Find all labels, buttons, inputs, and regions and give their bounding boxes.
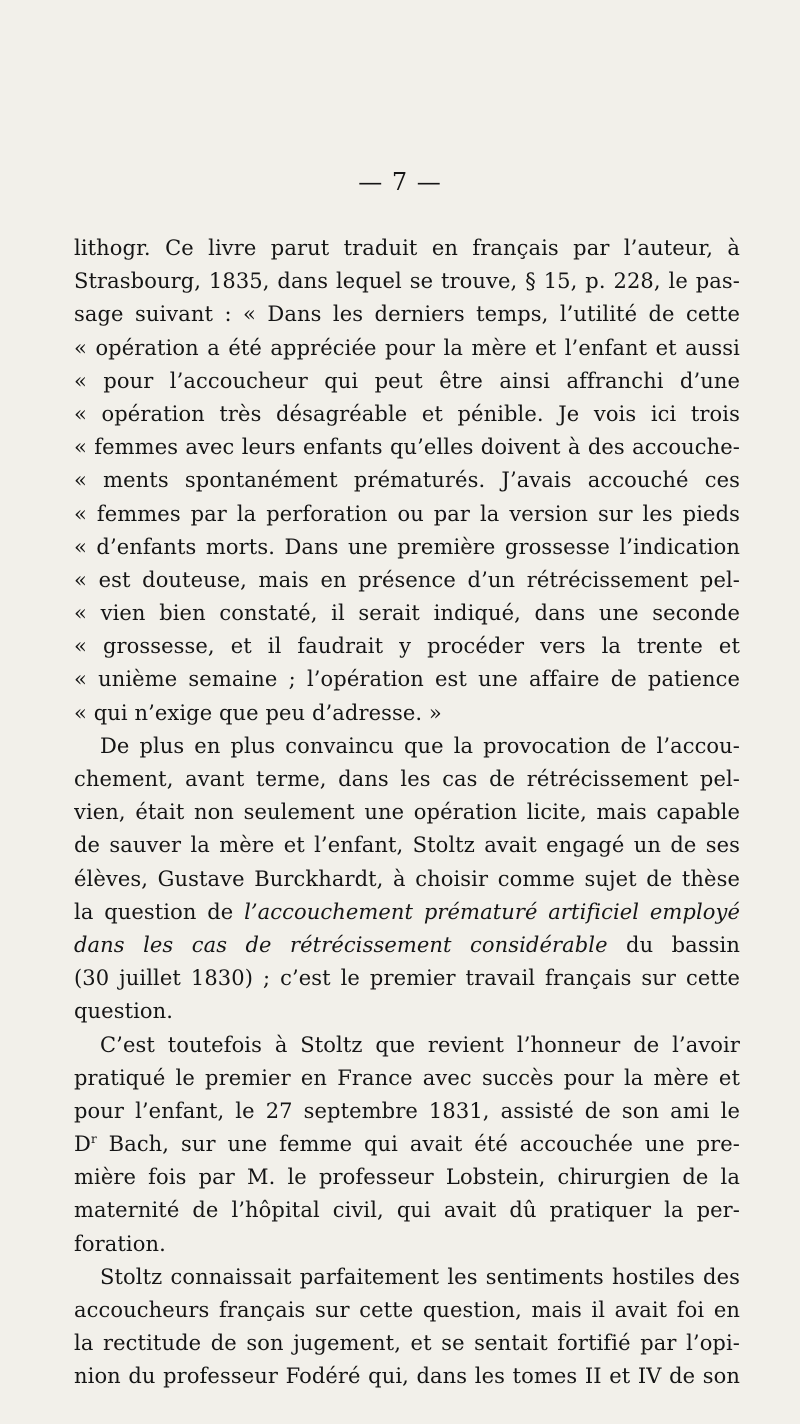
body-text bbox=[74, 232, 740, 1394]
text-segment: Bach, sur une femme qui avait été accouchée une pre- bbox=[96, 1132, 740, 1157]
text-line: « grossesse, et il faudrait y procéder vers la trente et bbox=[74, 634, 740, 659]
text-line: « opération a été appréciée pour la mère et l’enfant et aussi bbox=[74, 335, 740, 360]
text-line: De plus en plus convaincu que la provocation de l’accou- bbox=[100, 733, 740, 758]
text-line: lithogr. Ce livre parut traduit en français par l’auteur, à bbox=[74, 236, 740, 260]
text-line: accoucheurs français sur cette question, mais il avait foi en bbox=[74, 1298, 740, 1322]
text-line: de sauver la mère et l’enfant, Stoltz avait engagé un de ses bbox=[74, 833, 740, 858]
text-line: (30 juillet 1830) ; c’est le premier travail français sur cette bbox=[74, 966, 740, 991]
text-segment: la question de bbox=[74, 899, 245, 924]
text-line: « unième semaine ; l’opération est une affaire de patience bbox=[74, 667, 740, 692]
text-line: chement, avant terme, dans les cas de rétrécissement pel- bbox=[74, 767, 740, 791]
text-line: Strasbourg, 1835, dans lequel se trouve, § 15, p. 228, le pas- bbox=[74, 269, 740, 294]
text-segment: du bassin bbox=[607, 932, 740, 957]
page-number: — 7 — bbox=[358, 168, 442, 196]
superscript: r bbox=[90, 1132, 97, 1147]
text-line: « qui n’exige que peu d’adresse. » bbox=[74, 700, 442, 725]
text-line: « femmes par la perforation ou par la version sur les pieds bbox=[74, 501, 740, 526]
text-line: maternité de l’hôpital civil, qui avait dû pratiquer la per- bbox=[74, 1198, 740, 1223]
text-line: vien, était non seulement une opération licite, mais capable bbox=[74, 800, 740, 825]
text-line: sage suivant : « Dans les derniers temps, l’utilité de cette bbox=[74, 302, 740, 327]
text-line: pratiqué le premier en France avec succès pour la mère et bbox=[74, 1065, 740, 1090]
text-line: « femmes avec leurs enfants qu’elles doivent à des accouche- bbox=[74, 435, 740, 460]
text-line: la rectitude de son jugement, et se sentait fortifié par l’opi- bbox=[74, 1331, 740, 1356]
text-line: « ments spontanément prématurés. J’avais accouché ces bbox=[74, 468, 740, 493]
text-segment: D bbox=[74, 1132, 91, 1157]
text-line bbox=[74, 1128, 740, 1161]
text-line: foration. bbox=[74, 1231, 166, 1256]
text-line: question. bbox=[74, 999, 174, 1024]
text-line: « pour l’accoucheur qui peut être ainsi affranchi d’une bbox=[74, 368, 740, 393]
text-line bbox=[74, 896, 740, 929]
italic-title: l’accouchement prématuré artificiel employé bbox=[244, 899, 740, 924]
text-line: « vien bien constaté, il serait indiqué, dans une seconde bbox=[74, 601, 740, 626]
text-line: Stoltz connaissait parfaitement les sentiments hostiles des bbox=[100, 1264, 740, 1289]
text-line: pour l’enfant, le 27 septembre 1831, assisté de son ami le bbox=[74, 1098, 740, 1123]
text-line: mière fois par M. le professeur Lobstein, chirurgien de la bbox=[74, 1165, 740, 1190]
text-line: nion du professeur Fodéré qui, dans les tomes II et IV de son bbox=[74, 1364, 740, 1389]
text-line: C’est toutefois à Stoltz que revient l’honneur de l’avoir bbox=[100, 1032, 740, 1057]
text-line: « est douteuse, mais en présence d’un rétrécissement pel- bbox=[74, 567, 740, 592]
italic-title: dans les cas de rétrécissement considérable bbox=[74, 932, 608, 957]
text-line: « d’enfants morts. Dans une première grossesse l’indication bbox=[74, 534, 740, 559]
text-line: élèves, Gustave Burckhardt, à choisir comme sujet de thèse bbox=[74, 866, 740, 891]
text-line: « opération très désagréable et pénible. Je vois ici trois bbox=[74, 401, 740, 426]
text-line bbox=[74, 929, 740, 962]
